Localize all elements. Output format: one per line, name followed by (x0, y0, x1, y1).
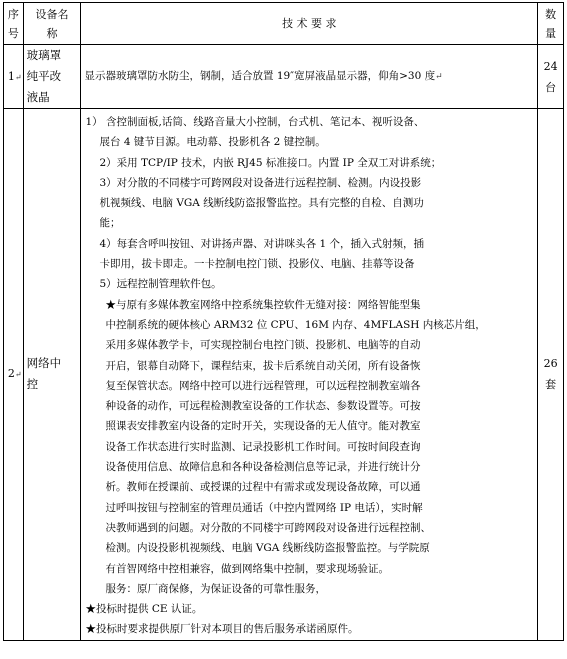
spec-line: 5）远程控制管理软件包。 (99, 278, 222, 291)
spec-line: 种设备的动作，可远程检测教室设备的工作状态、参数设置等。可按 (105, 400, 421, 413)
spec-line: 设备工作状态进行实时监测、记录投影机工作时间。可按时间段查询 (105, 440, 421, 453)
table-row (4, 45, 564, 109)
row-qty (538, 109, 564, 641)
header-qty (538, 3, 564, 45)
row-qty (538, 45, 564, 109)
header-no-line: 序 (7, 7, 19, 21)
spec-line: 3）对分散的不同楼宇可跨网段对设备进行远程控制、检测。内设投影 (99, 176, 422, 189)
spec-line: 设备使用信息、故障信息和各种设备检测信息等记录，并进行统计分 (105, 461, 421, 474)
header-name (23, 3, 81, 45)
qty-line: 24 (543, 59, 558, 73)
name-line: 液晶 (26, 90, 50, 104)
header-spec: 技 术 要 求 (81, 3, 538, 45)
header-no-line: 号 (7, 26, 19, 40)
name-line: 纯平改 (26, 69, 62, 83)
spec-line: ★投标时要求提供原厂针对本项目的售后服务承诺函原件。 (85, 623, 359, 636)
qty-line: 套 (545, 378, 557, 392)
spec-line: 照课表安排教室内设备的定时开关，实现设备的无人值守。能对教室 (105, 420, 421, 433)
spec-line: 4）每套含呼叫按钮、对讲扬声器、对讲咪头各 1 个，插入式射频，插 (99, 237, 425, 250)
header-qty-line: 数 (545, 7, 557, 21)
spec-line: 展台 4 键节目源。电动幕、投影机各 2 键控制。 (99, 136, 326, 149)
spec-line: 复至保管状态。网络中控可以进行远程管理，可以远程控制教室端各 (105, 379, 421, 392)
spec-line: ★与原有多媒体教室网络中控系统集控软件无缝对接：网络智能型集 (105, 298, 421, 311)
header-name-line: 设备名 (35, 7, 69, 21)
row-number: 1↵ (4, 45, 24, 109)
spec-line: 检测。内设投影机视频线、电脑 VGA 线断线防盗报警监控。与学院原 (105, 542, 430, 555)
spec-line: ★投标时提供 CE 认证。 (85, 603, 203, 616)
row-device-name (23, 45, 81, 109)
row-spec (81, 109, 538, 641)
spec-line: 过呼叫按钮与控制室的管理员通话（中控内置网络 IP 电话），实时解 (105, 501, 423, 514)
table-header-row (4, 3, 564, 45)
spec-line: 能； (99, 217, 121, 230)
row-spec: 显示器玻璃罩防水防尘，钢制，适合放置 19″宽屏液晶显示器，仰角>30 度↵ (81, 45, 538, 109)
spec-table (3, 2, 564, 641)
spec-line: 采用多媒体教学卡，可实现控制台电控门锁、投影机、电脑等的自动 (105, 339, 421, 352)
spec-line: 开启，银幕自动降下，课程结束，拔卡后系统自动关闭，所有设备恢 (105, 359, 421, 372)
spec-line: 2）采用 TCP/IP 技术，内嵌 RJ45 标准接口。内置 IP 全双工对讲系统； (99, 156, 442, 169)
spec-line: 中控制系统的硬体核心 ARM32 位 CPU、16M 内存、4MFLASH 内核芯片组， (105, 318, 486, 331)
spec-line: 卡即用，拔卡即走。一卡控制电控门锁、投影仪、电脑、挂幕等设备 (99, 258, 415, 271)
name-line: 网络中 (26, 356, 62, 371)
table-row (4, 109, 564, 641)
spec-line: 有首智网络中控相兼容，做到网络集中控制，要求现场验证。 (105, 562, 389, 575)
name-line: 控 (26, 377, 39, 392)
spec-line: 1） 含控制面板,话筒、线路音量大小控制，台式机、笔记本、视听设备、 (85, 116, 425, 128)
header-name-line: 称 (46, 26, 58, 40)
spec-line: 析。教师在授课前、或授课的过程中有需求或发现设备故障，可以通 (105, 481, 421, 494)
spec-line: 服务：原厂商保修，为保证设备的可靠性服务， (105, 582, 326, 595)
header-no (4, 3, 24, 45)
header-qty-line: 量 (545, 26, 557, 40)
row-number: 2↵ (4, 109, 24, 641)
qty-line: 台 (545, 80, 557, 94)
spec-line: 决教师遇到的问题。对分散的不同楼宇可跨网段对设备进行远程控制、 (105, 521, 431, 534)
spec-line: 机视频线、电脑 VGA 线断线防盗报警监控。具有完整的自检、自测功 (99, 197, 424, 210)
row-device-name (23, 109, 81, 641)
qty-line: 26 (543, 357, 558, 371)
name-line: 玻璃罩 (26, 48, 62, 62)
